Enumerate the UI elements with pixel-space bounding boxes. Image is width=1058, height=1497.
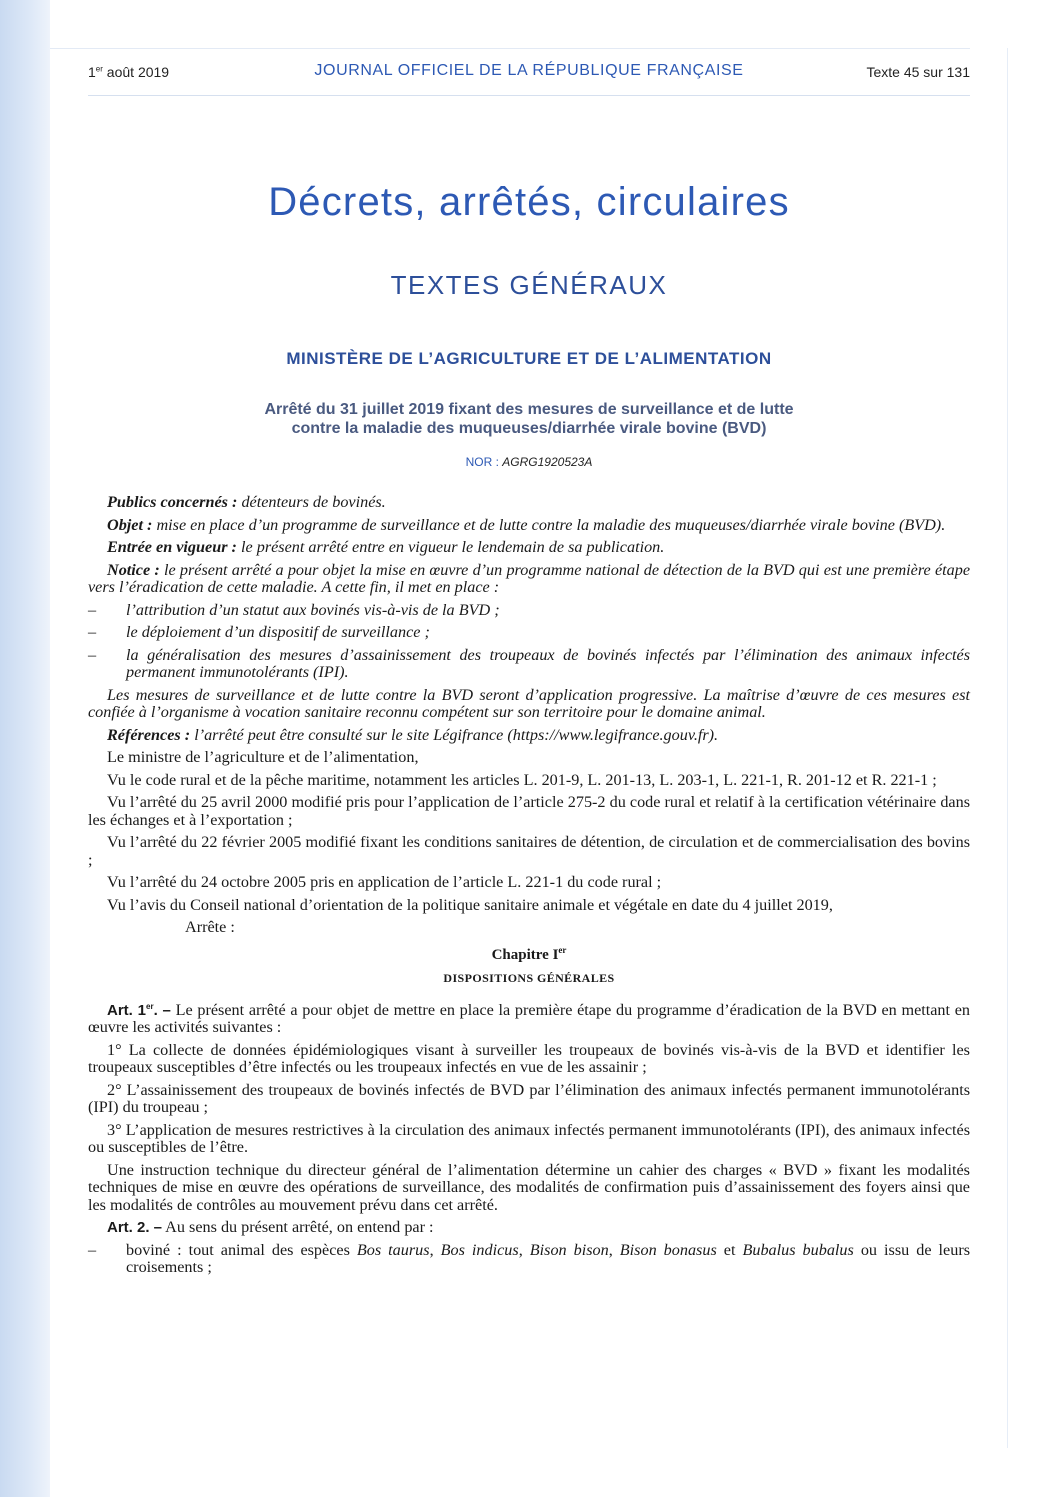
visa-paragraph: Vu le code rural et de la pêche maritime, notamment les articles L. 201-9, L. 201-13, L. 203-1, L. 221-1, R. 201-12 et R. 221-1 ; <box>107 770 937 789</box>
page-header <box>88 62 970 86</box>
ministry-title: MINISTÈRE DE L’AGRICULTURE ET DE L’ALIMENTATION <box>286 349 772 368</box>
chapter-title: Chapitre Ier <box>491 944 567 963</box>
notice-paragraph: Notice : le présent arrêté a pour objet la mise en œuvre d’un programme national de détection de la BVD qui est une première étape vers l’éradication de cette maladie. A cette fin, il met en place : <box>88 560 970 596</box>
nor-value: AGRG1920523A <box>502 455 593 469</box>
publics-paragraph: Publics concernés : détenteurs de bovinés. <box>107 493 386 511</box>
text-number: Texte 45 sur 131 <box>866 64 970 80</box>
arrete-word: Arrête : <box>185 918 235 936</box>
notice-item: – la généralisation des mesures d’assainissement des troupeaux de bovinés infectés par l’élimination des animaux infectés permanent immunotolérants (IPI). <box>88 645 970 681</box>
article-1-item: 1° La collecte de données épidémiologiques visant à surveiller les troupeaux de bovinés vis-à-vis de la BVD et identifier les troupeaux susceptibles d’être infectés ou les troupeaux infectés en vue de les assainir ; <box>88 1040 970 1076</box>
document-body <box>88 494 970 1282</box>
article-1-item: 3° L’application de mesures restrictives à la circulation des animaux infectés permanent immunotolérants (IPI), des animaux infectés ou susceptibles de l’être. <box>88 1120 970 1156</box>
chapter-subtitle: DISPOSITIONS GÉNÉRALES <box>443 971 615 985</box>
arrete-title-line-2: contre la maladie des muqueuses/diarrhée virale bovine (BVD) <box>291 420 767 437</box>
article-2-label: Art. 2. – <box>107 1219 163 1236</box>
top-rule <box>50 48 970 49</box>
section-title: TEXTES GÉNÉRAUX <box>390 270 668 300</box>
objet-paragraph: Objet : mise en place d’un programme de surveillance et de lutte contre la maladie des muqueuses/diarrhée virale bovine (BVD). <box>107 515 946 534</box>
nor-reference: NOR : AGRG1920523A <box>465 455 593 469</box>
article-1-item: 2° L’assainissement des troupeaux de bovinés infectés de BVD par l’élimination des animaux infectés permanent immunotolérants (IPI) du troupeau ; <box>88 1080 970 1116</box>
side-band <box>0 0 50 1497</box>
entree-paragraph: Entrée en vigueur : le présent arrêté entre en vigueur le lendemain de sa publication. <box>107 538 665 556</box>
visa-paragraph: Le ministre de l’agriculture et de l’alimentation, <box>107 748 419 766</box>
notice-item: – l’attribution d’un statut aux bovinés vis-à-vis de la BVD ; <box>88 600 500 619</box>
visa-paragraph: Vu l’arrêté du 24 octobre 2005 pris en application de l’article L. 221-1 du code rural ; <box>107 873 662 891</box>
main-title: Décrets, arrêtés, circulaires <box>268 180 790 224</box>
article-1-closing: Une instruction technique du directeur général de l’alimentation détermine un cahier des charges « BVD » fixant les modalités techniques de mise en œuvre des opérations de surveillance, des modalités de confirmation puis d’assainissement des foyers ainsi que les modalités de contrôles au mouvement prévu dans cet arrêté. <box>88 1160 970 1214</box>
arrete-title <box>88 400 970 438</box>
references-paragraph: Références : l’arrêté peut être consulté sur le site Légifrance (https://www.legifrance.gouv.fr). <box>107 725 719 744</box>
article-1-intro: Art. 1er. – Le présent arrêté a pour objet de mettre en place la première étape du programme d’éradication de la BVD en mettant en œuvre les activités suivantes : <box>88 1000 971 1036</box>
mesures-paragraph: Les mesures de surveillance et de lutte contre la BVD seront d’application progressive. La maîtrise d’œuvre de ces mesures est confiée à l’organisme à vocation sanitaire reconnu compétent sur son territoire pour le domaine animal. <box>88 685 970 721</box>
article-2-intro: Art. 2. – Au sens du présent arrêté, on entend par : <box>107 1218 434 1236</box>
notice-item: – le déploiement d’un dispositif de surveillance ; <box>88 623 430 641</box>
header-rule <box>88 95 970 96</box>
visa-paragraph: Vu l’arrêté du 22 février 2005 modifié fixant les conditions sanitaires de détention, de circulation et de commercialisation des bovins ; <box>88 833 970 869</box>
header-date: 1er août 2019 <box>88 64 170 80</box>
visa-paragraph: Vu l’arrêté du 25 avril 2000 modifié pris pour l’application de l’article 275-2 du code rural et relatif à la certification vétérinaire dans les échanges et à l’exportation ; <box>88 793 970 829</box>
visa-paragraph: Vu l’avis du Conseil national d’orientation de la politique sanitaire animale et végétale en date du 4 juillet 2019, <box>107 895 833 914</box>
article-2-item: – boviné : tout animal des espèces Bos taurus, Bos indicus, Bison bison, Bison bonasus et Bubalus bubalus ou issu de leurs croisements ; <box>88 1240 971 1276</box>
article-1-label: Art. 1er. – <box>107 1001 171 1019</box>
right-rule <box>1007 48 1008 1448</box>
arrete-title-line-1: Arrêté du 31 juillet 2019 fixant des mesures de surveillance et de lutte <box>264 401 794 418</box>
journal-name: JOURNAL OFFICIEL DE LA RÉPUBLIQUE FRANÇAISE <box>314 62 744 79</box>
